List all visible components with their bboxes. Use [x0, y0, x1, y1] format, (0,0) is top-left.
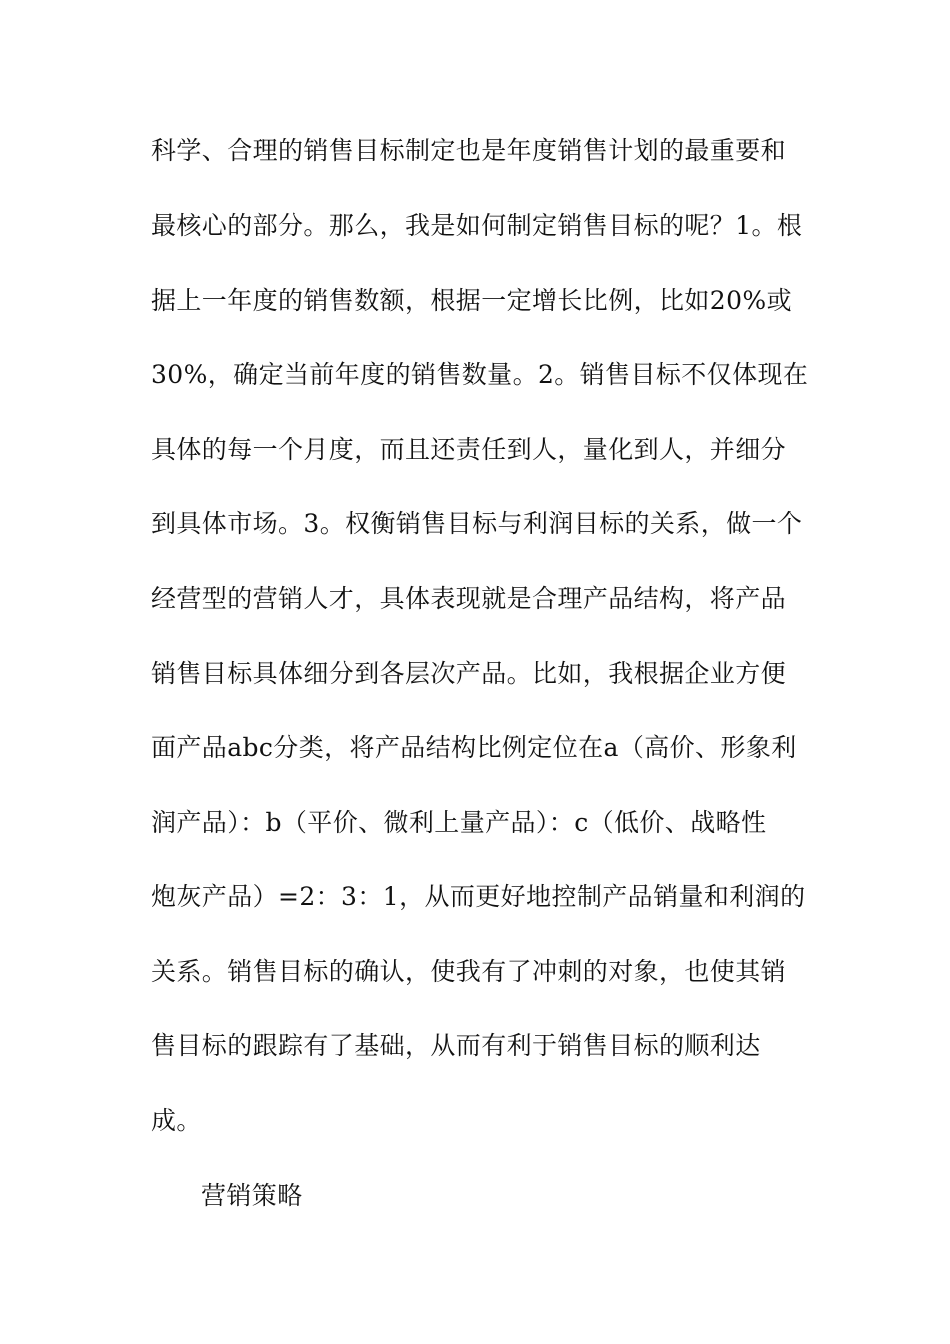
paragraph-line: 销售目标具体细分到各层次产品。比如，我根据企业方便 — [151, 659, 787, 688]
paragraph-line: 科学、合理的销售目标制定也是年度销售计划的最重要和 — [151, 136, 787, 165]
paragraph-line: 经营型的营销人才，具体表现就是合理产品结构，将产品 — [151, 584, 787, 613]
paragraph-line: 成。 — [151, 1106, 202, 1135]
paragraph-line: 据上一年度的销售数额，根据一定增长比例，比如20%或 — [151, 286, 792, 315]
paragraph-line: 面产品abc分类，将产品结构比例定位在a（高价、形象利 — [151, 733, 797, 762]
paragraph-line: 最核心的部分。那么，我是如何制定销售目标的呢？1。根 — [151, 211, 803, 240]
section-heading: 营销策略 — [201, 1181, 303, 1210]
paragraph-line: 润产品）：b（平价、微利上量产品）：c（低价、战略性 — [151, 808, 767, 837]
paragraph-line: 具体的每一个月度，而且还责任到人，量化到人，并细分 — [151, 435, 787, 464]
paragraph-line: 到具体市场。3。权衡销售目标与利润目标的关系，做一个 — [151, 509, 803, 538]
paragraph-line: 关系。销售目标的确认，使我有了冲刺的对象，也使其销 — [151, 957, 787, 986]
paragraph-line: 售目标的跟踪有了基础，从而有利于销售目标的顺利达 — [151, 1031, 761, 1060]
paragraph-line: 炮灰产品）=2：3：1，从而更好地控制产品销量和利润的 — [151, 882, 806, 911]
paragraph-line: 30%，确定当前年度的销售数量。2。销售目标不仅体现在 — [151, 360, 809, 389]
